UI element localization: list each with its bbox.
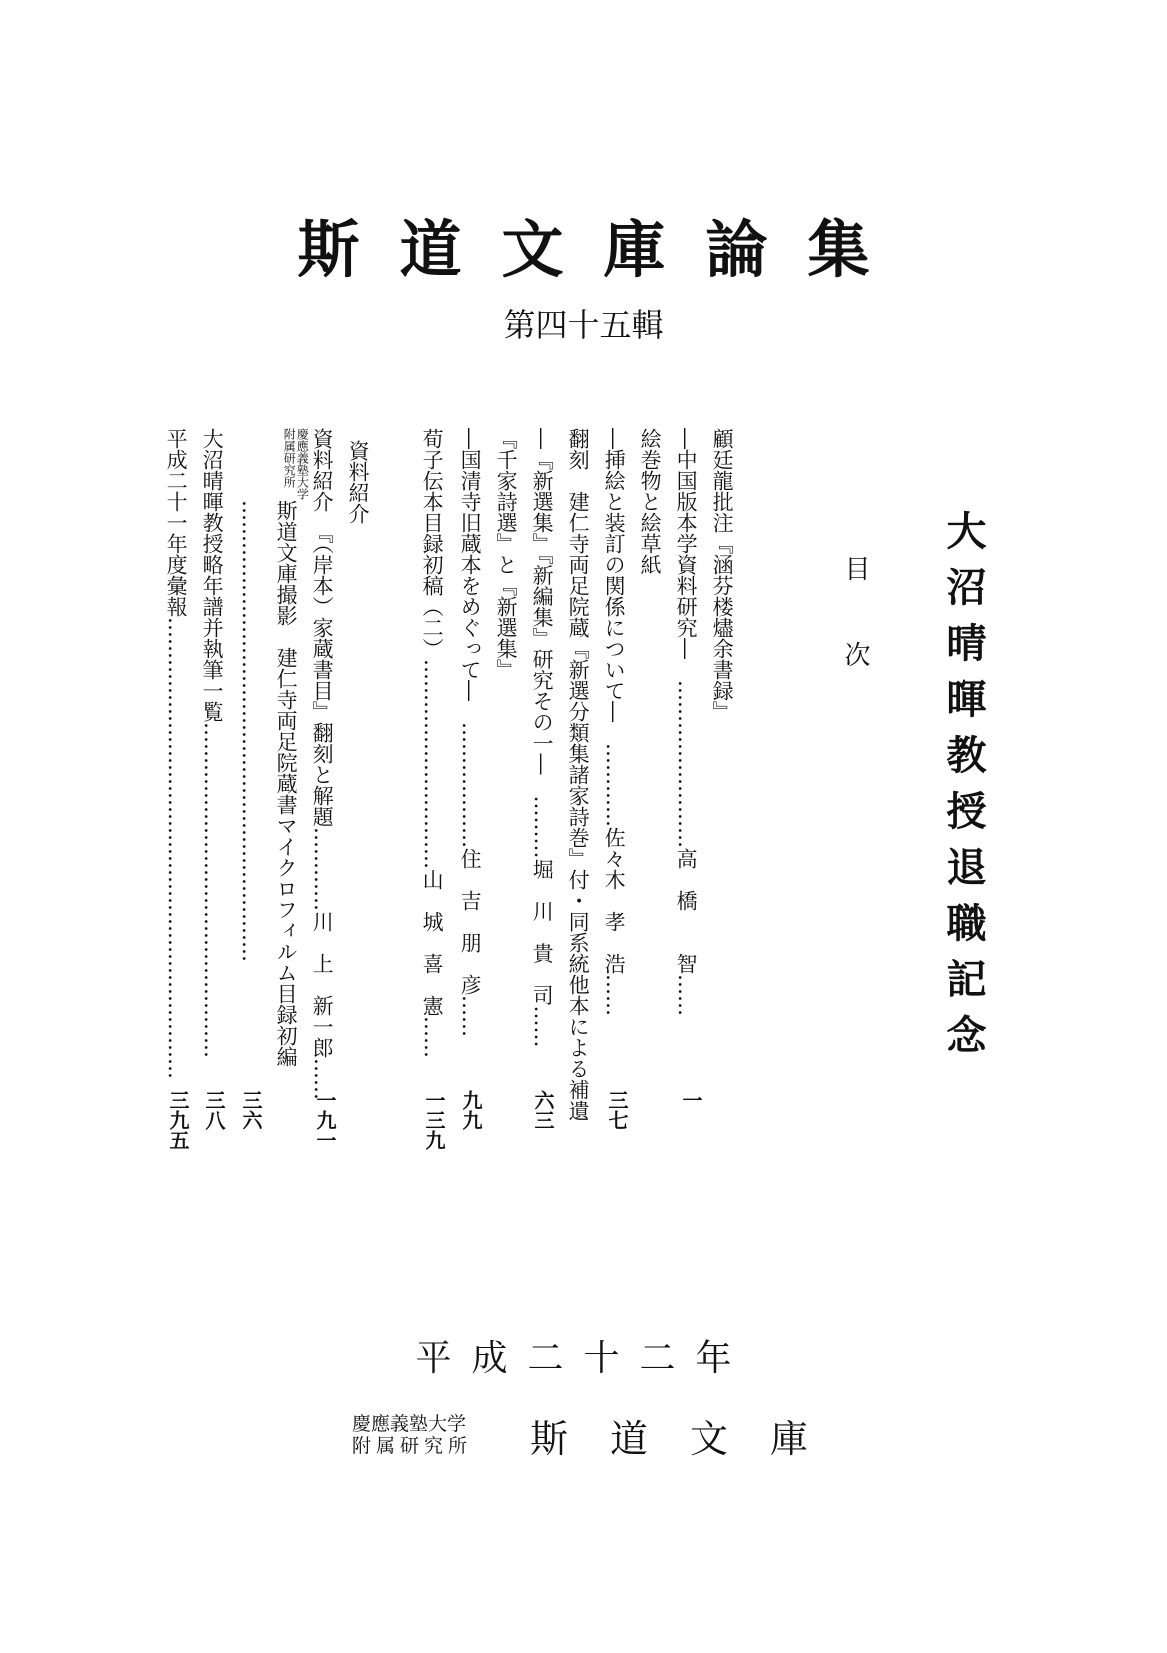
affil-line-1: 慶應義塾大学 — [295, 428, 310, 500]
toc-entry-7-affil — [282, 428, 308, 500]
toc-entry-3-sub: ―『新選集』『新編集』研究その一― ………堀 川 貴 司…… — [530, 428, 555, 1048]
toc-entry-7-page: 三六 — [239, 1090, 263, 1130]
toc-entry-5-page: 一三九 — [422, 1090, 446, 1150]
toc-entry-7-dots: ………………………………………………………… — [238, 500, 263, 962]
toc-entry-1-sub: ―中国版本学資料研究― ……………………高 橋 智…… — [674, 428, 699, 1016]
publisher-affiliation — [352, 1414, 472, 1458]
toc-entry-2-page: 三七 — [605, 1090, 629, 1130]
toc-entry-3-page: 六三 — [531, 1090, 555, 1130]
toc-entry-6-page: 一九一 — [313, 1090, 337, 1150]
publication-era: 平成二十二年 — [415, 1338, 752, 1379]
publisher-affil-line-2: 附属研究所 — [352, 1434, 473, 1457]
toc-entry-2-title: 絵巻物と絵草紙 — [638, 428, 663, 575]
book-title: 斯道文庫論集 — [297, 213, 910, 286]
toc-entry-8-title: 大沼晴暉教授略年譜并執筆一覧………………………………………… — [200, 428, 225, 1058]
toc-entry-2-sub: ―挿絵と装訂の関係について― …………佐々木 孝 浩…… — [602, 428, 627, 1016]
section-heading-shiryo: 資料紹介 — [346, 440, 371, 524]
toc-entry-3-title: 翻刻 建仁寺両足院蔵『新選分類集諸家詩巻』付・同系統他本による補遺 — [566, 428, 591, 1121]
toc-entry-9-page: 三九五 — [166, 1090, 190, 1150]
commemoration-title: 大沼晴暉教授退職記念 — [940, 510, 987, 1070]
toc-entry-7-title: 斯道文庫撮影 建仁寺両足院蔵書マイクロフィルム目録初編 — [274, 500, 299, 1067]
toc-heading: 目次 — [840, 555, 870, 727]
toc-entry-4-page: 九九 — [459, 1090, 483, 1130]
toc-entry-4-title: 『千家詩選』と『新選集』 — [494, 428, 519, 680]
toc-entry-5-title: 荀子伝本目録初稿（二）…………………………山 城 喜 憲…… — [420, 428, 445, 1058]
toc-entry-1-page: 一 — [679, 1090, 703, 1110]
affil-line-2: 附属研究所 — [282, 428, 297, 488]
toc-entry-8-page: 三八 — [202, 1090, 226, 1130]
toc-entry-1-title: 顧廷龍批注『涵芬楼燼余書録』 — [710, 428, 735, 722]
issue-number: 第四十五輯 — [503, 306, 664, 344]
toc-entry-6-title: 資料紹介 『（岸本）家蔵書目』翻刻と解題…………川 上 新一郎…… — [310, 428, 335, 1100]
toc-entry-4-sub: ―国清寺旧蔵本をめぐって― ………………住 吉 朋 彦…… — [458, 428, 483, 1037]
publisher-name: 斯道文庫 — [530, 1417, 851, 1461]
toc-entry-9-title: 平成二十一年度彙報………………………………………………………… — [164, 428, 189, 1079]
publisher-affil-line-1: 慶應義塾大学 — [352, 1413, 467, 1435]
